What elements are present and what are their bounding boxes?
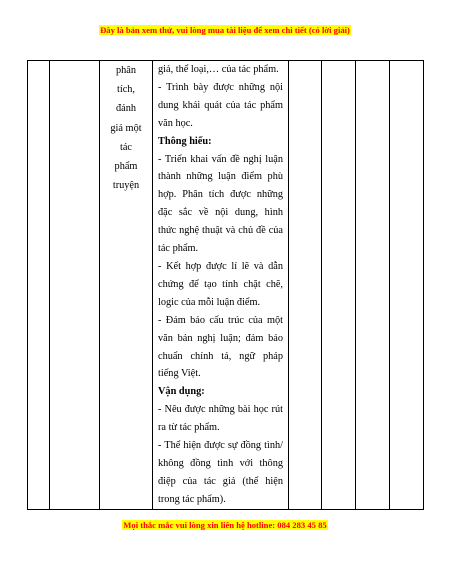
score-cell-advanced	[390, 61, 424, 510]
requirement-item: giả, thể loại,… của tác phẩm.	[158, 64, 279, 75]
category-line: phân	[115, 65, 136, 76]
level-heading-application: Vận dụng:	[158, 386, 205, 398]
category-line: phẩm	[114, 161, 138, 173]
requirement-item: - Đảm bảo cấu trúc của một văn bản nghị luận; đảm bảo chuẩn chính tả, ngữ pháp tiếng Việt.	[158, 314, 283, 380]
level-heading-comprehension: Thông hiểu:	[158, 135, 212, 147]
requirement-item: - Kết hợp được lí lẽ và dẫn chứng để tạo tính chặt chẽ, logic của mỗi luận điểm.	[158, 260, 283, 308]
hotline-text: Mọi thắc mắc vui lòng xin liên hệ hotline: 084 283 45 85	[123, 520, 327, 530]
category-line: giá một	[110, 122, 142, 134]
requirement-item: - Triển khai vấn đề nghị luận thành những luận điểm phù hợp. Phân tích được những đặc sắc về nội dung, hình thức nghệ thuật và chủ đề của tác phẩm.	[158, 153, 283, 255]
score-cell-application	[356, 61, 390, 510]
category-line: tác	[119, 141, 132, 153]
hotline-banner	[0, 520, 450, 530]
category-line: truyện	[112, 180, 140, 192]
preview-notice-banner	[0, 25, 450, 35]
category-line: đánh	[115, 103, 136, 115]
index-cell	[28, 61, 50, 510]
requirement-item: - Nêu được những bài học rút ra từ tác phẩm.	[158, 404, 283, 434]
table-row	[28, 61, 424, 510]
score-cell-comprehension	[322, 61, 356, 510]
preview-notice-text: Đây là bản xem thử, vui lòng mua tài liệu để xem chi tiết (có lời giải)	[100, 25, 350, 35]
score-cell-recognition	[289, 61, 322, 510]
category-line: tích,	[116, 84, 135, 96]
category-cell	[100, 61, 153, 510]
topic-cell	[50, 61, 100, 510]
requirement-item: - Trình bày được những nội dung khái quát của tác phẩm văn học.	[158, 81, 283, 129]
requirement-item: - Thể hiện được sự đồng tình/ không đồng tình với thông điệp của tác giả (thể hiện trong tác phẩm).	[158, 440, 283, 505]
assessment-matrix-table	[27, 60, 424, 510]
requirements-cell	[153, 61, 289, 510]
